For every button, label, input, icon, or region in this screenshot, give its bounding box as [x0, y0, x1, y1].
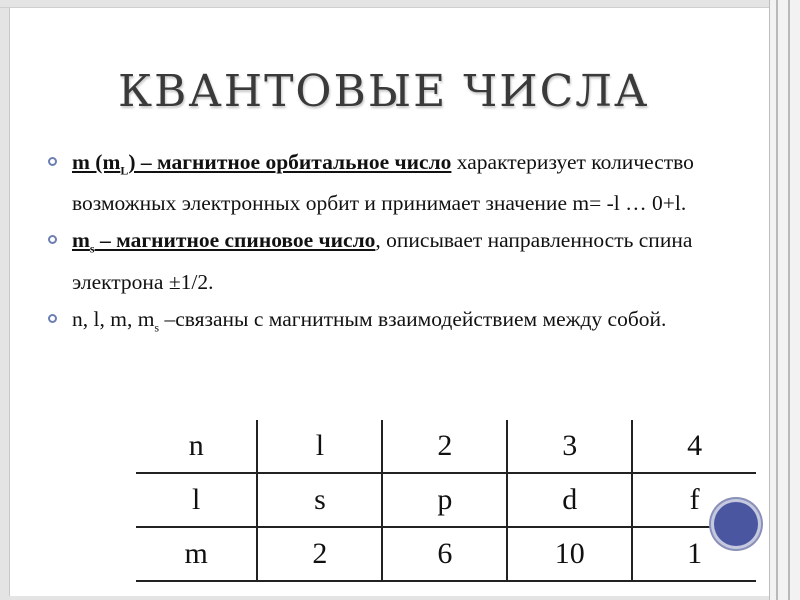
- table-cell: l: [136, 473, 257, 527]
- quantum-numbers-table: [136, 420, 756, 582]
- relation-prefix: n, l, m, m: [72, 306, 155, 331]
- term-rest-label: – магнитное спиновое число: [94, 228, 376, 253]
- bullet-m-orbital: [48, 146, 708, 220]
- table-cell: 3: [507, 420, 632, 473]
- relation-subscript: s: [154, 319, 160, 334]
- bullet-description: характеризует количество возможных электронных орбит и принимает значение m= -l … 0+l.: [72, 150, 694, 216]
- table-cell: 10: [507, 527, 632, 581]
- slide-bottom-border: [0, 596, 770, 600]
- table-cell: l: [257, 420, 382, 473]
- term-m-label: m: [72, 228, 90, 253]
- table-cell: s: [257, 473, 382, 527]
- term-subscript: L: [120, 163, 129, 178]
- table-cell: m: [136, 527, 257, 581]
- table-cell: n: [136, 420, 257, 473]
- term-m-label: m (m: [72, 150, 121, 174]
- table-cell: p: [382, 473, 507, 527]
- strip-line: [788, 0, 790, 600]
- slide-right-strip: [769, 0, 800, 600]
- bullet-circle-icon: [48, 314, 57, 323]
- strip-line: [776, 0, 778, 600]
- bullet-m-spin: [48, 224, 708, 298]
- table-cell: f: [632, 473, 756, 527]
- table-cell: 2: [257, 527, 382, 581]
- table-row: [136, 473, 756, 527]
- slide-left-border: [0, 0, 10, 600]
- circle-nav-icon[interactable]: [714, 502, 758, 546]
- table-cell: 2: [382, 420, 507, 473]
- bullet-circle-icon: [48, 235, 57, 244]
- table-row: [136, 420, 756, 473]
- slide-top-border: [0, 0, 770, 8]
- table-cell: 6: [382, 527, 507, 581]
- table-cell: d: [507, 473, 632, 527]
- bullet-description: –связаны с магнитным взаимодействием между собой.: [159, 306, 667, 331]
- term-rest-label: ) – магнитное орбитальное число: [128, 150, 452, 174]
- quantum-table-area: [136, 420, 703, 580]
- term-spin: [72, 228, 376, 256]
- term-orbital: [72, 150, 452, 178]
- bullet-description: , описывает направленность спина электрона ±1/2.: [72, 228, 693, 294]
- table-cell: 1: [632, 527, 756, 581]
- table-row: [136, 527, 756, 581]
- slide-body: [48, 146, 708, 348]
- table-cell: 4: [632, 420, 756, 473]
- bullet-relation: [48, 303, 708, 344]
- slide-title: КВАНТОВЫЕ ЧИСЛА: [118, 66, 650, 117]
- term-subscript: s: [89, 241, 95, 256]
- bullet-circle-icon: [48, 157, 57, 166]
